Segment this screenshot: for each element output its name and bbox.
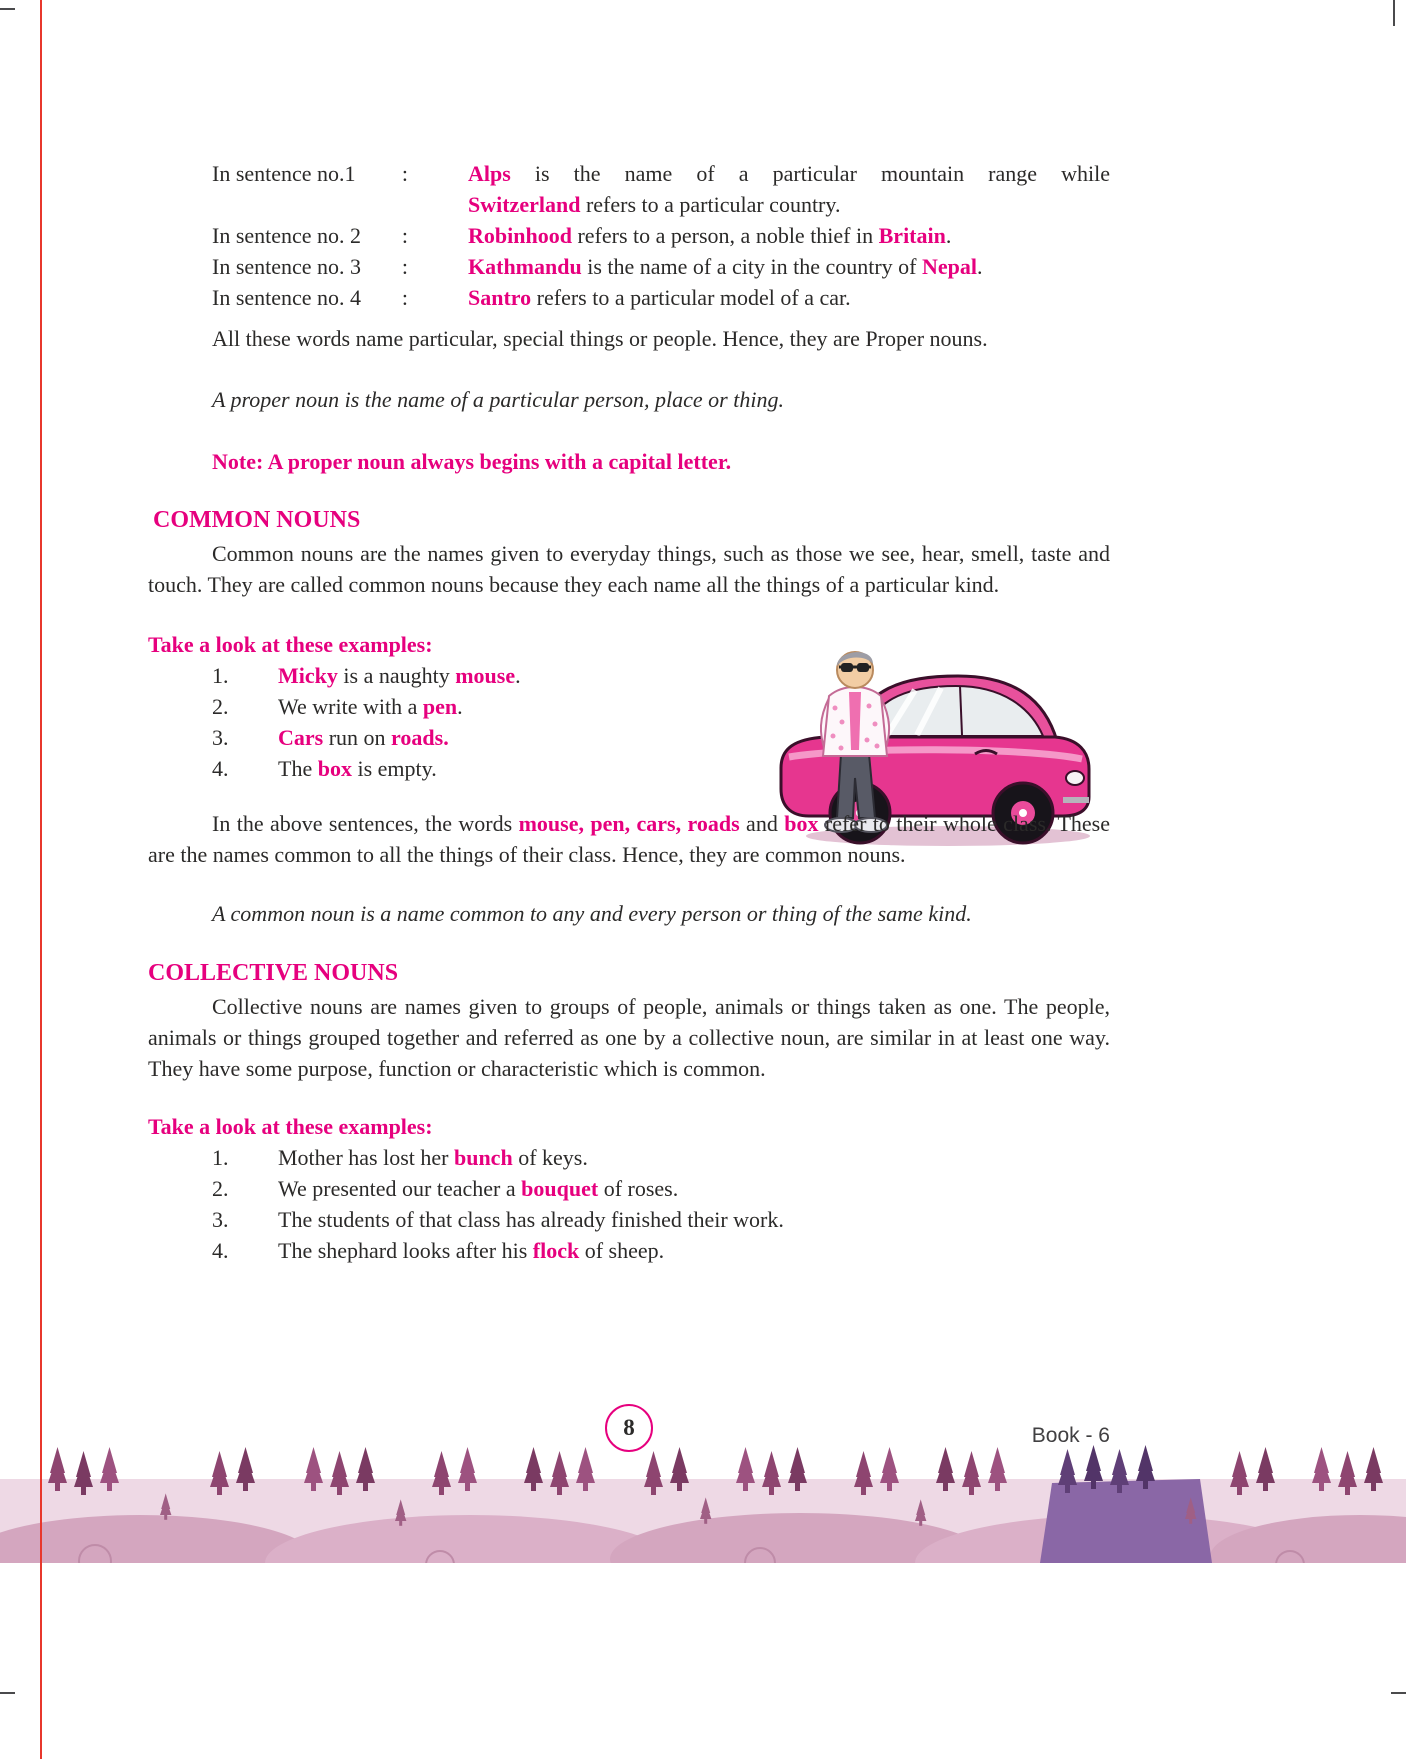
crop-mark [1393, 0, 1395, 26]
example-number: 2. [212, 1176, 229, 1201]
forest-hills-illustration [0, 1445, 1406, 1563]
collective-example-1 [148, 1142, 1110, 1173]
row-content: Robinhood refers to a person, a noble thief in Britain. [468, 223, 952, 248]
row-content: Alps is the name of a particular mountain range while [468, 161, 1110, 186]
row-label-text: In sentence no. 3 [212, 254, 362, 279]
example-number: 1. [212, 663, 229, 688]
common-nouns-heading: COMMON NOUNS [153, 507, 361, 533]
example-number: 4. [212, 1238, 229, 1263]
collective-examples-label: Take a look at these examples: [148, 1114, 433, 1139]
example-text: Micky is a naughty mouse. [278, 663, 521, 688]
example-number: 2. [212, 694, 229, 719]
example-text: Mother has lost her bunch of keys. [278, 1145, 588, 1170]
row-content: Kathmandu is the name of a city in the country of Nepal. [468, 254, 983, 279]
common-nouns-analysis: In the above sentences, the words mouse, pen, cars, roads and box refer to their whole class. These are the names common to all the things of their class. Hence, they are common nouns. [148, 811, 1110, 867]
row-label [212, 251, 408, 282]
collective-example-3 [148, 1204, 1110, 1235]
common-example-1 [148, 660, 1110, 691]
common-example-4 [148, 753, 1110, 784]
row-label [212, 282, 408, 313]
example-text: The shephard looks after his flock of sheep. [278, 1238, 665, 1263]
common-noun-definition: A common noun is a name common to any and every person or thing of the same kind. [212, 901, 972, 926]
collective-nouns-heading: COLLECTIVE NOUNS [148, 960, 399, 986]
sentence-explanation-row-1b [148, 189, 1110, 220]
example-number: 3. [212, 1207, 229, 1232]
example-text: The students of that class has already finished their work. [278, 1207, 784, 1232]
row-colon: : [401, 254, 408, 279]
collective-nouns-intro: Collective nouns are names given to groups of people, animals or things taken as one. The people, animals or things grouped together and referred as one by a collective noun, are similar in at least one way. They have some purpose, function or characteristic which is common. [148, 994, 1110, 1081]
row-content: Santro refers to a particular model of a car. [468, 285, 851, 310]
row-label [212, 158, 408, 189]
example-text: Cars run on roads. [278, 725, 449, 750]
page-number: 8 [623, 1415, 635, 1440]
content-column [148, 158, 1110, 1266]
proper-noun-definition: A proper noun is the name of a particular person, place or thing. [212, 387, 784, 412]
proper-noun-summary: All these words name particular, special things or people. Hence, they are Proper nouns. [212, 326, 988, 351]
row-label-text: In sentence no. 4 [212, 285, 362, 310]
capital-letter-note: Note: A proper noun always begins with a capital letter. [212, 449, 732, 474]
common-examples-label: Take a look at these examples: [148, 632, 433, 657]
collective-example-2 [148, 1173, 1110, 1204]
example-number: 3. [212, 725, 229, 750]
row-colon: : [401, 285, 408, 310]
common-nouns-intro: Common nouns are the names given to everyday things, such as those we see, hear, smell, taste and touch. They are called common nouns because they each name all the things of a particular kind. [148, 541, 1110, 597]
page-number-badge [605, 1404, 653, 1452]
sentence-explanation-row-2 [148, 220, 1110, 251]
row-colon: : [401, 223, 408, 248]
row-label [212, 220, 408, 251]
sentence-explanation-row-3 [148, 251, 1110, 282]
left-margin-rule [40, 0, 42, 1759]
row-label-text: In sentence no. 2 [212, 223, 362, 248]
common-example-3 [148, 722, 1110, 753]
crop-mark [0, 8, 15, 10]
example-number: 1. [212, 1145, 229, 1170]
row-label [212, 189, 408, 220]
example-text: We write with a pen. [278, 694, 463, 719]
crop-mark [1391, 1692, 1406, 1694]
row-colon: : [401, 161, 408, 186]
sentence-explanation-row-1 [148, 158, 1110, 189]
example-text: We presented our teacher a bouquet of roses. [278, 1176, 679, 1201]
crop-mark [0, 1692, 15, 1694]
row-content: Switzerland refers to a particular country. [468, 192, 841, 217]
common-example-2 [148, 691, 1110, 722]
collective-example-4 [148, 1235, 1110, 1266]
example-number: 4. [212, 756, 229, 781]
row-label-text: In sentence no.1 [212, 161, 356, 186]
example-text: The box is empty. [278, 756, 437, 781]
book-label: Book - 6 [1031, 1424, 1110, 1447]
sentence-explanation-row-4 [148, 282, 1110, 313]
